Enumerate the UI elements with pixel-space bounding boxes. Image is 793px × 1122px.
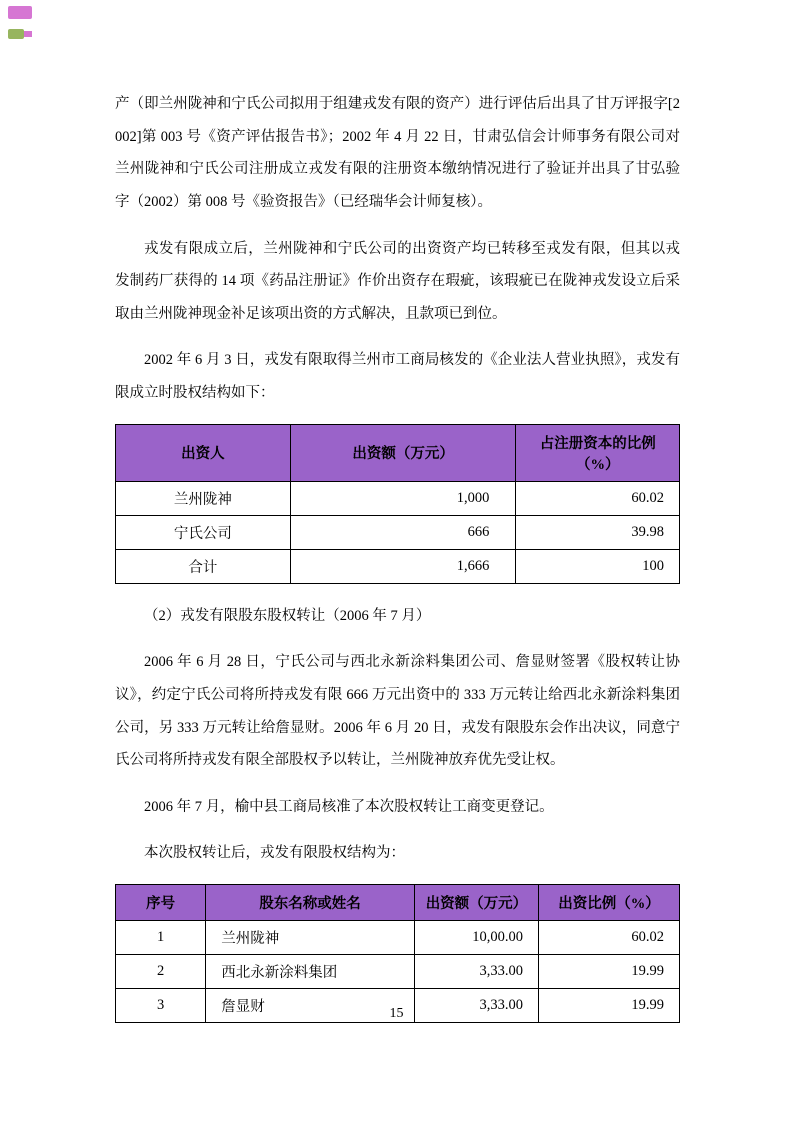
table-row	[116, 515, 680, 549]
cell-index: 3	[116, 989, 206, 1023]
cell-ratio: 39.98	[516, 515, 680, 549]
equity-structure-table-initial	[115, 424, 680, 584]
paragraph-asset-valuation: 产（即兰州陇神和宁氏公司拟用于组建戎发有限的资产）进行评估后出具了甘万评报字[2002]第 003 号《资产评估报告书》；2002 年 4 月 22 日，甘肃弘信会计师事务有限公司对兰州陇神和宁氏公司注册成立戎发有限的注册资本缴纳情况进行了验证并出具了甘弘验字（2002）第 008 号《验资报告》（已经瑞华会计师复核）。	[115, 96, 680, 210]
cell-amount: 1,000	[290, 481, 516, 515]
cell-amount: 10,00.00	[414, 921, 538, 955]
column-header-ratio: 占注册资本的比例（%）	[516, 424, 680, 481]
cell-shareholder: 西北永新涂料集团	[206, 955, 415, 989]
table-row	[116, 921, 680, 955]
table-row	[116, 481, 680, 515]
page-number: 15	[389, 1006, 404, 1021]
table-header-row	[116, 885, 680, 921]
paragraph-capital-transfer: 戎发有限成立后，兰州陇神和宁氏公司的出资资产均已转移至戎发有限，但其以戎发制药厂获得的 14 项《药品注册证》作价出资存在瑕疵，该瑕疵已在陇神戎发设立后采取由兰州陇神现金补足该项出资的方式解决，且款项已到位。	[115, 240, 680, 322]
paragraph-business-license: 2002 年 6 月 3 日，戎发有限取得兰州市工商局核发的《企业法人营业执照》，戎发有限成立时股权结构如下：	[115, 352, 680, 401]
equity-structure-table-after-transfer	[115, 884, 680, 1023]
paragraph-registration-approval: 2006 年 7 月，榆中县工商局核准了本次股权转让工商变更登记。	[144, 798, 554, 815]
cell-ratio: 19.99	[538, 955, 679, 989]
paragraph-transfer-agreement: 2006 年 6 月 28 日，宁氏公司与西北永新涂料集团公司、詹显财签署《股权转让协议》，约定宁氏公司将所持戎发有限 666 万元出资中的 333 万元转让给西北永新涂料集团公司，另 333 万元转让给詹显财。2006 年 6 月 20 日，戎发有限股东会作出决议，同意宁氏公司将所持戎发有限全部股权予以转让，兰州陇神放弃优先受让权。	[115, 654, 680, 769]
column-header-amount: 出资额（万元）	[290, 424, 516, 481]
cell-investor: 宁氏公司	[116, 515, 291, 549]
cell-index: 2	[116, 955, 206, 989]
cell-amount: 1,666	[290, 549, 516, 583]
cell-investor: 合计	[116, 549, 291, 583]
column-header-investor: 出资人	[116, 424, 291, 481]
cell-investor: 兰州陇神	[116, 481, 291, 515]
cell-shareholder: 兰州陇神	[206, 921, 415, 955]
cell-ratio: 60.02	[516, 481, 680, 515]
table-header-row	[116, 424, 680, 481]
column-header-shareholder: 股东名称或姓名	[206, 885, 415, 921]
watermark-stamp-icon	[8, 6, 32, 19]
cell-ratio: 60.02	[538, 921, 679, 955]
watermark-stamp-icon	[8, 29, 24, 39]
column-header-index: 序号	[116, 885, 206, 921]
paragraph-post-transfer-intro: 本次股权转让后，戎发有限股权结构为：	[144, 845, 405, 862]
cell-shareholder: 詹显财	[206, 989, 415, 1023]
column-header-amount: 出资额（万元）	[414, 885, 538, 921]
heading-equity-transfer: （2）戎发有限股东股权转让（2006 年 7 月）	[144, 607, 431, 624]
column-header-ratio: 出资比例（%）	[538, 885, 679, 921]
cell-index: 1	[116, 921, 206, 955]
table-row	[116, 955, 680, 989]
cell-amount: 3,33.00	[414, 955, 538, 989]
cell-ratio: 19.99	[538, 989, 679, 1023]
cell-amount: 666	[290, 515, 516, 549]
cell-ratio: 100	[516, 549, 680, 583]
table-row-total	[116, 549, 680, 583]
cell-amount: 3,33.00	[414, 989, 538, 1023]
